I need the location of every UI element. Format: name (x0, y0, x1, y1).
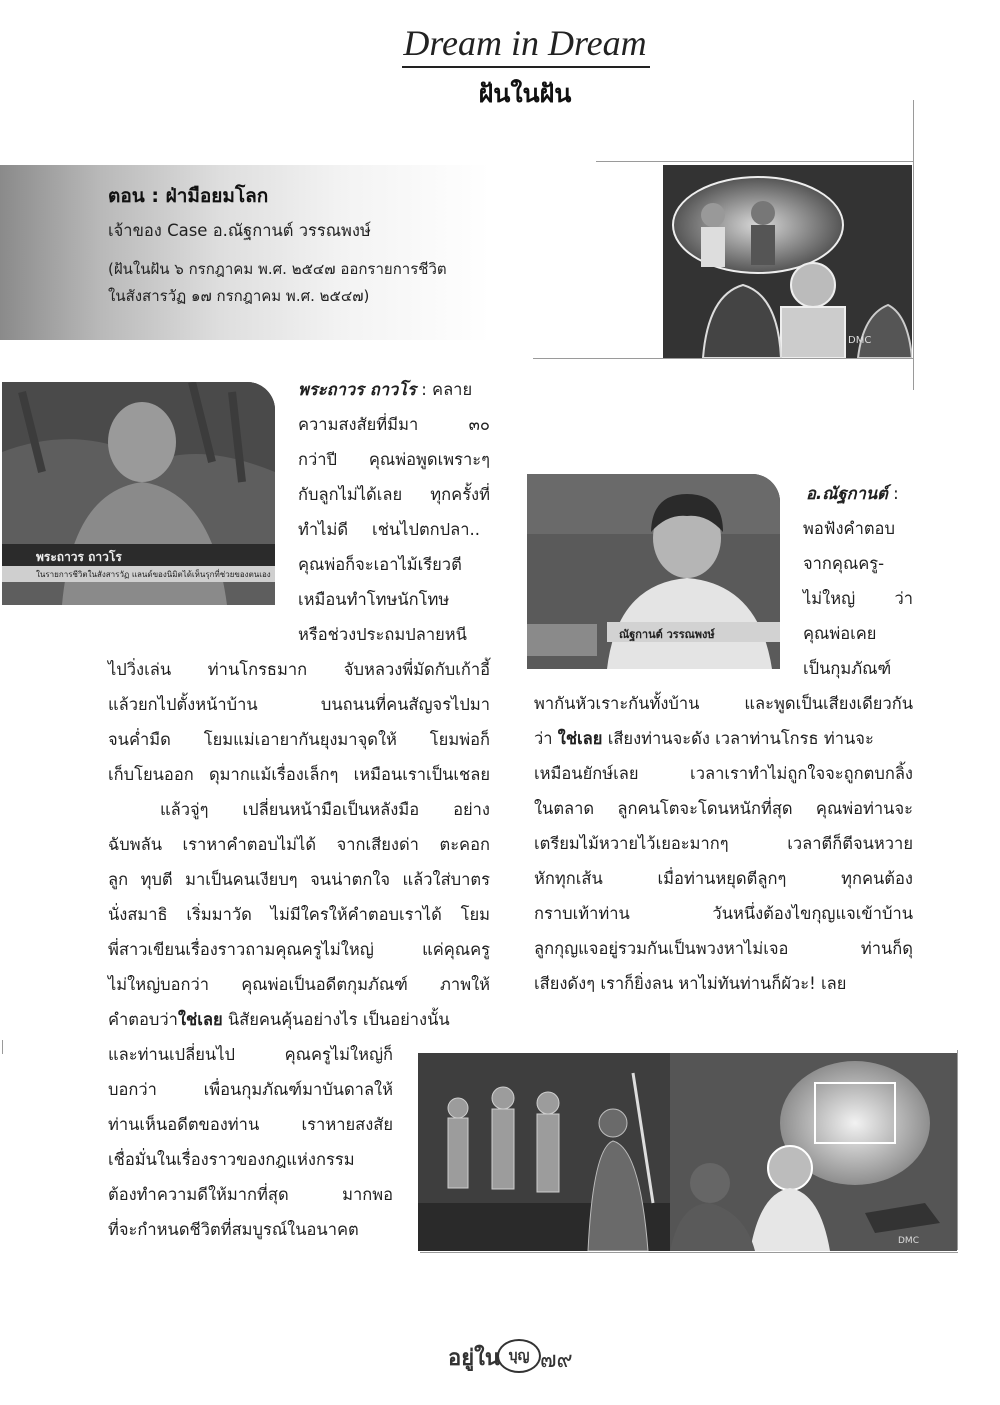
left-wrap-line: กับลูกไม่ได้เลย ทุกครั้งที่ (298, 485, 490, 504)
left-full-line: เก็บโยนออก ดุมากแม้เรื่องเล็กๆ เหมือนเราเป็นเชลย (108, 765, 490, 784)
left-wrap-line: ทำไม่ดี เช่นไปตกปลา.. (298, 520, 480, 539)
page-number: ๗๙ (540, 1348, 573, 1373)
left-full-line: ลูก ทุบตี มาเป็นคนเงียบๆ จนน่าตกใจ แล้วใส่บาตร (108, 870, 490, 889)
answer-emphasis: ใช่เลย (557, 729, 603, 748)
footer-logo-ring (497, 1339, 541, 1373)
footer-logo-ring-text: บุญ (508, 1348, 530, 1364)
right-full-line: ลูกกุญแจอยู่รวมกันเป็นพวงหาไม่เจอ ท่านก็ดุ (534, 939, 913, 958)
episode-title: ตอน : ฝ่ามือยมโลก (108, 185, 269, 207)
thai-title: ฝันในฝัน (478, 79, 572, 108)
answer-pre: ว่า (534, 729, 558, 748)
right-full-line: หักทุกเส้น เมื่อท่านหยุดตีลูกๆ ทุกคนต้อง (534, 869, 913, 888)
svg-text:DMC: DMC (848, 335, 872, 346)
speaker-colon: : คลาย (415, 380, 473, 399)
left-full-line: แล้วยกไปตั้งหน้าบ้าน บนถนนที่คนสัญจรไปมา (108, 695, 490, 714)
left-full-line: ฉับพลัน เราหาคำตอบไม่ได้ จากเสียงด่า ตะคอก (108, 835, 490, 854)
case-owner: เจ้าของ Case อ.ณัฐกานต์ วรรณพงษ์ (108, 221, 371, 240)
right-wrap-line: คุณพ่อเคย (803, 624, 877, 643)
left-full-line: นั่งสมาธิ เริ่มมาวัด ไม่มีใครให้คำตอบเราได้ โยม (108, 905, 490, 924)
case-dates-line-2: ในสังสารวัฏ ๑๗ กรกฎาคม พ.ศ. ๒๕๔๗) (108, 287, 370, 305)
left-bottom-line: บอกว่า เพื่อนกุมภัณฑ์มาบันดาลให้ (108, 1080, 393, 1099)
right-wrap-line: จากคุณครู- (803, 554, 885, 573)
left-wrap-line: หรือช่วงประถมปลายหนี (298, 625, 467, 644)
left-bottom-line: เชื่อมั่นในเรื่องราวของกฎแห่งกรรม (108, 1150, 355, 1169)
left-full-line: ไปวิ่งเล่น ท่านโกรธมาก จับหลวงพี่มัดกับเก้าอี้ (108, 660, 490, 679)
right-full-line: พากันหัวเราะกันทั้งบ้าน และพูดเป็นเสียงเดียวกัน (534, 694, 913, 713)
answer-post: เสียงท่านจะดัง เวลาท่านโกรธ ท่านจะ (602, 729, 874, 748)
speaker-name: อ.ณัฐกานต์ (806, 484, 888, 503)
right-full-line: เสียงดังๆ เราก็ยิ่งลน หาไม่ทันท่านก็ผัวะ! เลย (534, 974, 847, 993)
monk-subcaption: ในรายการชีวิตในสังสารวัฏ แลนด์ของนิมิตได้เห็นรุกที่ช่วยของตนเอง (36, 570, 271, 579)
case-dates-line-1: (ฝันในฝัน ๖ กรกฎาคม พ.ศ. ๒๕๔๗ ออกรายการชีวิต (108, 260, 447, 278)
teacher-caption: ณัฐกานต์ วรรณพงษ์ (619, 628, 715, 641)
left-bottom-line: ที่จะกำหนดชีวิตที่สมบูรณ์ในอนาคต (108, 1220, 359, 1239)
footer-logo-text: อยู่ใน (448, 1346, 500, 1371)
answer-pre: คำตอบว่า (108, 1010, 178, 1029)
answer-emphasis: ใช่เลย (177, 1010, 223, 1029)
left-full-line: แล้วจู่ๆ เปลี่ยนหน้ามือเป็นหลังมือ อย่าง (160, 800, 490, 819)
speaker-name: พระถาวร ถาวโร (298, 380, 416, 399)
left-full-line: ไม่ใหญ่บอกว่า คุณพ่อเป็นอดีตกุมภัณฑ์ ภาพให้ (108, 975, 490, 994)
right-speaker-line (806, 481, 899, 507)
monk-caption: พระถาวร ถาวโร (36, 550, 122, 564)
left-bottom-line: และท่านเปลี่ยนไป คุณครูไม่ใหญ่ก็ (108, 1045, 393, 1064)
left-bottom-line: ท่านเห็นอดีตของท่าน เราหายสงสัย (108, 1115, 393, 1134)
right-full-line: กราบเท้าท่าน วันหนึ่งต้องไขกุญแจเข้าบ้าน (534, 904, 913, 923)
right-wrap-line: เป็นกุมภัณฑ์ (803, 659, 892, 678)
left-wrap-line: เหมือนทำโทษนักโทษ (298, 590, 450, 609)
left-wrap-line: กว่าปี คุณพ่อพูดเพราะๆ (298, 450, 490, 469)
right-full-line: เหมือนยักษ์เลย เวลาเราทำไม่ถูกใจจะถูกตบกลิ้ง (534, 764, 913, 783)
right-wrap-line: ไม่ใหญ่ ว่า (803, 589, 913, 608)
right-full-line: เตรียมไม้หวายไว้เยอะมากๆ เวลาตีก็ตีจนหวาย (534, 834, 913, 853)
left-wrap-line: คุณพ่อก็จะเอาไม้เรียวตี (298, 555, 462, 574)
right-full-line: ในตลาด ลูกคนโตจะโดนหนักที่สุด คุณพ่อท่านจะ (534, 799, 913, 818)
svg-text:DMC: DMC (898, 1236, 919, 1246)
speaker-colon: : (887, 484, 899, 503)
right-wrap-line: พอฟังคำตอบ (803, 519, 895, 538)
series-title: Dream in Dream (403, 23, 647, 63)
left-full-line: พี่สาวเขียนเรื่องราวถามคุณครูไม่ใหญ่ แค่คุณครู (108, 940, 490, 959)
right-full-line (534, 726, 874, 752)
left-full-line: จนค่ำมืด โยมแม่เอายากันยุงมาจุดให้ โยมพ่อก็ (108, 730, 490, 749)
left-bottom-line: ต้องทำความดีให้มากที่สุด มากพอ (108, 1185, 393, 1204)
left-wrap-line: ความสงสัยที่มีมา ๓๐ (298, 415, 490, 434)
answer-post: นิสัยคนคุ้นอย่างไร เป็นอย่างนั้น (222, 1010, 450, 1029)
